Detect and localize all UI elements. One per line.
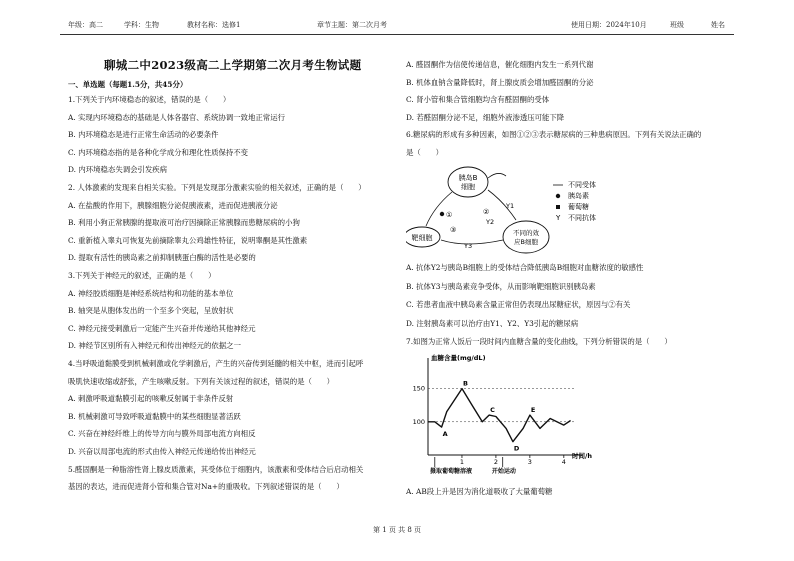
- marker-2: ②: [483, 208, 490, 216]
- left-line-13: B. 轴突是从胞体发出的一个至多个突起，呈放射状: [68, 306, 234, 316]
- subject-label: 学科：生物: [124, 21, 159, 29]
- left-line-22: 5.醛固酮是一种脂溶性肾上腺皮质激素，其受体位于细胞内，该激素和受体结合后启动相关: [68, 464, 364, 474]
- right-line-6: 是（ ）: [406, 147, 443, 157]
- left-line-7: A. 在盐酸的作用下，胰腺细胞分泌促胰液素，进而促进胰液分泌: [68, 200, 278, 210]
- x-tick-label: 2: [493, 458, 498, 466]
- q6-line-2: B. 抗体Y3与胰岛素竞争受体，从而影响靶细胞识别胰岛素: [406, 281, 596, 291]
- blood-glucose-chart: [406, 350, 596, 480]
- left-line-12: A. 神经胶质细胞是神经系统结构和功能的基本单位: [68, 288, 234, 298]
- q6-line-4: D. 注射胰岛素可以治疗由Y1、Y2、Y3引起的糖尿病: [406, 318, 579, 328]
- left-line-8: B. 利用小狗正常胰腺的提取液可治疗因摘除正常胰腺而患糖尿病的小狗: [68, 218, 300, 228]
- x-tick-label: 1: [459, 458, 465, 466]
- point-label-C: C: [490, 406, 495, 415]
- point-label-B: B: [462, 379, 468, 388]
- legend-glucose: 葡萄糖: [568, 203, 589, 211]
- y-tick-label: 150: [412, 384, 425, 393]
- left-line-1: 1.下列关于内环境稳态的叙述，错误的是（ ）: [68, 95, 231, 104]
- target-cell-label: 靶细胞: [411, 234, 433, 242]
- q6-line-5: 7.如图为正常人饭后一段时间内血糖含量的变化曲线，下列分析错误的是（ ）: [406, 337, 672, 346]
- marker-1: ①: [446, 211, 453, 219]
- grade-label: 年级：高二: [68, 21, 103, 29]
- left-line-10: D. 提取有活性的胰岛素之前抑制胰蛋白酶的活性是必要的: [68, 253, 256, 263]
- left-line-15: D. 神经节区别所有入神经元和传出神经元的依据之一: [68, 341, 241, 351]
- point-label-E: E: [530, 406, 536, 415]
- left-line-11: 3.下列关于神经元的叙述，正确的是（ ）: [68, 271, 216, 280]
- svg-text:Y: Y: [556, 214, 561, 222]
- antibody-y3: Y3: [464, 242, 473, 250]
- left-line-21: D. 兴奋以局部电流的形式由传入神经元传递给传出神经元: [68, 447, 256, 456]
- right-line-2: B. 机体血钠含量降低时，肾上腺皮质会增加醛固酮的分泌: [406, 77, 594, 87]
- effector-b-cell-node: [503, 221, 549, 253]
- point-label-A: A: [442, 430, 448, 439]
- glucose-curve: [428, 389, 571, 442]
- islet-b-cell-label-2: 细胞: [461, 183, 475, 191]
- antibody-y1: Y1: [506, 202, 515, 210]
- x-axis-label: 时间/h: [572, 452, 593, 460]
- effector-b-cell-label-1: 不同的效: [513, 229, 539, 237]
- effector-b-cell-label-2: 应B细胞: [514, 238, 538, 246]
- legend-antibody: 不同抗体: [568, 214, 596, 222]
- left-line-4: C. 内环境稳态指的是各种化学成分和理化性质保持不变: [68, 147, 249, 157]
- diagram-legend: [553, 180, 596, 222]
- legend-receptor: 不同受体: [568, 181, 596, 189]
- right-line-4: D. 若醛固酮分泌不足，细胞外液渗透压可能下降: [406, 112, 565, 122]
- marker-3: ③: [450, 226, 457, 234]
- left-line-6: 2. 人体激素的发现来自相关实验。下列是发现部分激素实验的相关叙述，正确的是（ ）: [68, 183, 366, 192]
- point-label-D: D: [513, 444, 520, 453]
- annotation-glucose-intake: 摄取葡萄糖溶液: [430, 468, 473, 475]
- left-line-2: A. 实现内环境稳态的基础是人体各器官、系统协调一致地正常运行: [68, 112, 285, 122]
- islet-to-target-arrow: [426, 192, 452, 226]
- legend-insulin: 胰岛素: [568, 192, 589, 200]
- y-axis-label: 血糖含量(mg/dL): [431, 354, 486, 362]
- left-line-9: C. 重新植入睾丸可恢复先前摘除睾丸公鸡雄性特征，说明睾酮是其性激素: [68, 235, 308, 245]
- textbook-label: 教材名称：选修1: [187, 21, 241, 29]
- diabetes-diagram: [406, 162, 736, 262]
- y-tick-label: 100: [412, 417, 425, 426]
- header-divider: [60, 34, 734, 35]
- page-header: [0, 20, 794, 34]
- x-tick-label: 4: [561, 458, 566, 466]
- x-tick-label: 3: [527, 458, 532, 466]
- page-footer: 第 1 页 共 8 页: [372, 526, 422, 534]
- left-line-19: B. 机械刺激可导致呼吸道黏膜中的某些细胞显著活跃: [68, 411, 241, 421]
- left-line-3: B. 内环境稳态是进行正常生命活动的必要条件: [68, 130, 219, 140]
- chapter-label: 章节主题：第二次月考: [317, 21, 387, 29]
- antibody-y2: Y2: [486, 218, 495, 226]
- q6-line-1: A. 抗体Y2与胰岛B细胞上的受体结合降低胰岛B细胞对血糖浓度的敏感性: [406, 263, 644, 272]
- left-line-23: 基因的表达，进而促进肾小管和集合管对Na+的重吸收。下列叙述错误的是（ ）: [68, 482, 344, 492]
- glucose-arrow: [488, 173, 506, 178]
- left-line-14: C. 神经元接受刺激后一定能产生兴奋并传递给其他神经元: [68, 323, 256, 333]
- class-label: 班级: [670, 21, 684, 29]
- right-line-3: C. 肾小管和集合管细胞均含有醛固酮的受体: [406, 95, 550, 104]
- q7-option-a: A. AB段上升是因为消化道吸收了大量葡萄糖: [406, 487, 553, 496]
- name-label: 姓名: [711, 21, 725, 29]
- islet-b-cell-node: [448, 167, 488, 197]
- islet-b-cell-label-1: 胰岛B: [458, 174, 478, 182]
- insulin-dot: [440, 212, 444, 216]
- right-line-1: A. 醛固酮作为信使传递信息，催化细胞内发生一系列代谢: [406, 60, 594, 69]
- date-label: 使用日期：2024年10月: [571, 21, 647, 29]
- left-line-5: D. 内环境稳态失调会引发疾病: [68, 165, 168, 175]
- left-line-18: A. 刺激呼吸道黏膜引起的咳嗽反射属于非条件反射: [68, 394, 234, 404]
- annotation-exercise: 开始运动: [491, 468, 516, 475]
- left-line-16: 4.当呼吸道黏膜受到机械刺激或化学刺激后，产生的兴奋传到延髓的相关中枢，进而引起呼: [68, 359, 364, 368]
- page-title: 聊城二中2023级高二上学期第二次月考生物试题: [104, 58, 362, 72]
- right-line-5: 6.糖尿病的形成有多种因素，如图①②③表示糖尿病的三种患病原因。下列有关说法正确的: [406, 130, 702, 139]
- left-line-17: 吸肌快速收缩或舒张，产生咳嗽反射。下列有关该过程的叙述，错误的是（ ）: [68, 376, 335, 386]
- q6-line-3: C. 若患者血液中胰岛素含量正常但仍表现出尿糖症状，原因与②有关: [406, 300, 631, 309]
- section-heading: 一、单选题（每题1.5分，共45分）: [68, 80, 188, 89]
- left-line-20: C. 兴奋在神经纤维上的传导方向与膜外局部电流方向相反: [68, 429, 256, 439]
